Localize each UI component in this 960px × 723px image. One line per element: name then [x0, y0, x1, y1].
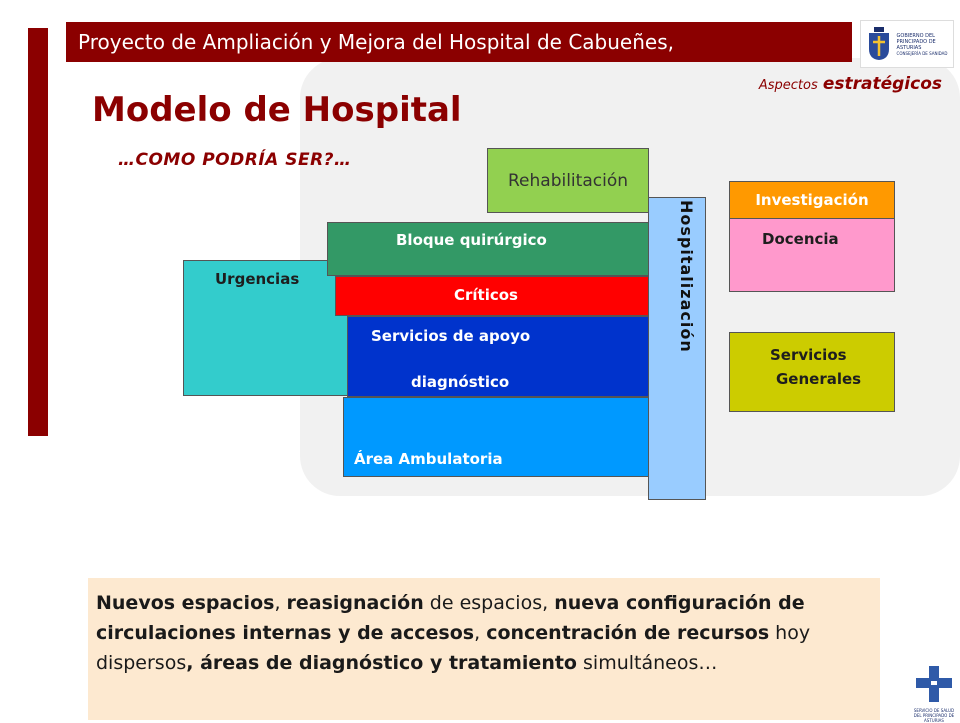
crest-subtext: CONSEJERÍA DE SANIDAD	[896, 50, 948, 56]
summary-bold-5: nueva configuración de circulaciones internas y de accesos	[96, 592, 805, 644]
docencia-block	[729, 218, 895, 292]
servicio-salud-logo	[912, 664, 956, 723]
servicios-apoyo-label-line1: Servicios de apoyo	[371, 327, 531, 345]
crest-text: GOBIERNO DEL PRINCIPADO DE ASTURIAS	[896, 32, 936, 51]
area-ambulatoria-label: Área Ambulatoria	[354, 450, 503, 468]
rehabilitacion-block	[487, 148, 649, 213]
area-ambulatoria-block	[343, 397, 649, 477]
subtitle-prefix: Aspectos	[758, 78, 818, 93]
left-accent-bar	[28, 28, 48, 436]
summary-bold-1: Nuevos espacios	[96, 592, 275, 614]
docencia-label: Docencia	[762, 230, 839, 248]
servicios-generales-label-line2: Generales	[776, 370, 862, 388]
hospitalizacion-label: Hospitalización	[677, 200, 696, 353]
rehabilitacion-label: Rehabilitación	[508, 170, 628, 191]
health-cross-icon	[912, 664, 956, 704]
urgencias-label: Urgencias	[215, 270, 300, 288]
summary-text-6: ,	[474, 622, 487, 644]
servicios-apoyo-label-line2: diagnóstico	[411, 373, 510, 391]
investigacion-block	[729, 181, 895, 219]
crest-icon	[867, 27, 891, 61]
page-subheading: …COMO PODRÍA SER?…	[118, 150, 352, 170]
page-title: Modelo de Hospital	[92, 90, 462, 130]
bloque-quirurgico-label: Bloque quirúrgico	[396, 231, 547, 249]
principado-crest-logo	[860, 20, 954, 68]
summary-text-box	[88, 578, 880, 720]
summary-text-8: hoy dispersos	[96, 622, 811, 674]
section-subtitle	[759, 74, 942, 94]
criticos-block	[335, 276, 649, 316]
summary-text-10: simultáneos…	[576, 652, 718, 674]
summary-text-2: ,	[274, 592, 287, 614]
servicios-generales-block	[729, 332, 895, 412]
servicio-salud-text: SERVICIO DE SALUD DEL PRINCIPADO DE ASTURIAS	[913, 708, 955, 723]
bloque-quirurgico-block	[327, 222, 649, 276]
project-title: Proyecto de Ampliación y Mejora del Hospital de Cabueñes,	[78, 30, 674, 54]
summary-bold-7: concentración de recursos	[486, 622, 770, 644]
summary-bold-9: , áreas de diagnóstico y tratamiento	[186, 652, 577, 674]
investigacion-label: Investigación	[755, 191, 869, 209]
summary-text-4: de espacios,	[423, 592, 555, 614]
summary-bold-3: reasignación	[286, 592, 424, 614]
servicios-generales-label-line1: Servicios	[770, 346, 847, 364]
criticos-label: Críticos	[454, 286, 518, 304]
subtitle-emphasis: estratégicos	[822, 74, 942, 94]
project-title-band	[66, 22, 852, 62]
